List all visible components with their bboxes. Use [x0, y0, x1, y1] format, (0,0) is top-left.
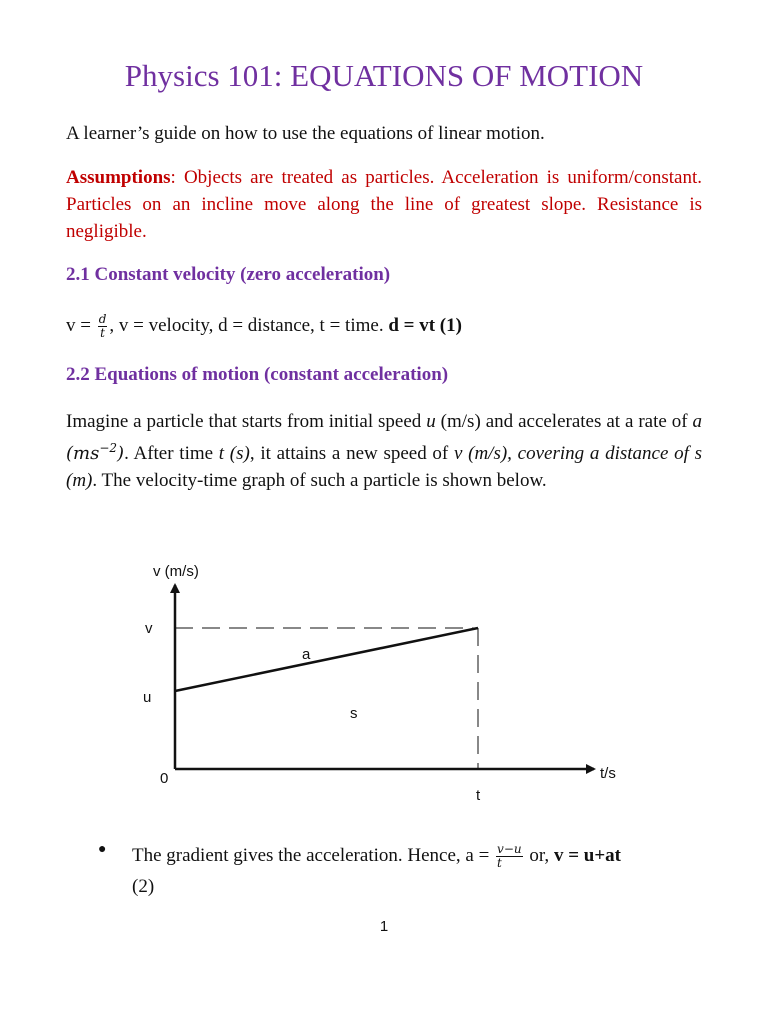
velocity-definition [66, 312, 702, 340]
unit-exponent: −2 [99, 441, 118, 455]
gradient-label: a [302, 646, 311, 663]
area-label: s [350, 705, 358, 722]
var-u: u [426, 411, 436, 432]
unit-base: (ms [66, 443, 100, 464]
acceleration-unit [66, 443, 124, 464]
assumptions-label: Assumptions [66, 167, 171, 188]
desc-text-4: . After time [124, 443, 219, 464]
var-a: a [692, 411, 702, 432]
equation-1: d = vt (1) [388, 315, 462, 336]
fraction-numerator: d [98, 312, 107, 327]
var-v-s: v (m/s), covering a distance of s (m) [66, 443, 703, 491]
page-number: 1 [379, 918, 389, 935]
motion-description-paragraph [66, 408, 702, 494]
gradient-bullet-text [132, 840, 706, 902]
bullet-or: or, [524, 845, 554, 866]
equation-2-number: (2) [132, 876, 155, 897]
origin-label: 0 [160, 770, 169, 787]
desc-text-5: , it attains a new speed of [249, 443, 454, 464]
velocity-line [175, 628, 478, 691]
t-label: t [476, 787, 481, 804]
unit-close: ) [117, 443, 125, 464]
section-2-1-heading: 2.1 Constant velocity (zero acceleration) [66, 264, 391, 285]
d-over-t-fraction [98, 313, 108, 340]
section-2-2-heading: 2.2 Equations of motion (constant acceleration) [66, 364, 449, 385]
desc-text-2: (m/s) and accelerates at a rate of [435, 411, 693, 432]
equation-2: v = u+at [553, 845, 621, 866]
bullet-icon: ● [98, 842, 107, 857]
velocity-eq-lhs: v = [66, 315, 96, 336]
velocity-time-graph [0, 540, 768, 820]
x-axis-label: t/s [600, 765, 616, 782]
fraction-denominator: t [100, 326, 105, 341]
u-label: u [143, 689, 152, 706]
v-minus-u-over-t-fraction [496, 843, 523, 870]
y-axis-label: v (m/s) [153, 563, 199, 580]
assumptions-text: : Objects are treated as particles. Acceleration is uniform/constant. Particles on an incline move along the line of greatest slope. Resistance is negligible. [66, 167, 702, 242]
variable-definitions: , v = velocity, d = distance, t = time. [109, 315, 389, 336]
fraction-denominator: t [497, 856, 502, 871]
fraction-numerator: v−u [497, 842, 522, 857]
bullet-sentence: The gradient gives the acceleration. Hence, a = [132, 845, 495, 866]
v-label: v [145, 620, 153, 637]
desc-text-6: . The velocity-time graph of such a particle is shown below. [92, 470, 547, 491]
assumptions-paragraph [66, 164, 702, 245]
intro-paragraph: A learner’s guide on how to use the equations of linear motion. [66, 123, 545, 144]
page-title: Physics 101: EQUATIONS OF MOTION [124, 58, 644, 93]
desc-text-1: Imagine a particle that starts from initial speed [66, 411, 427, 432]
var-t: t (s) [218, 443, 250, 464]
